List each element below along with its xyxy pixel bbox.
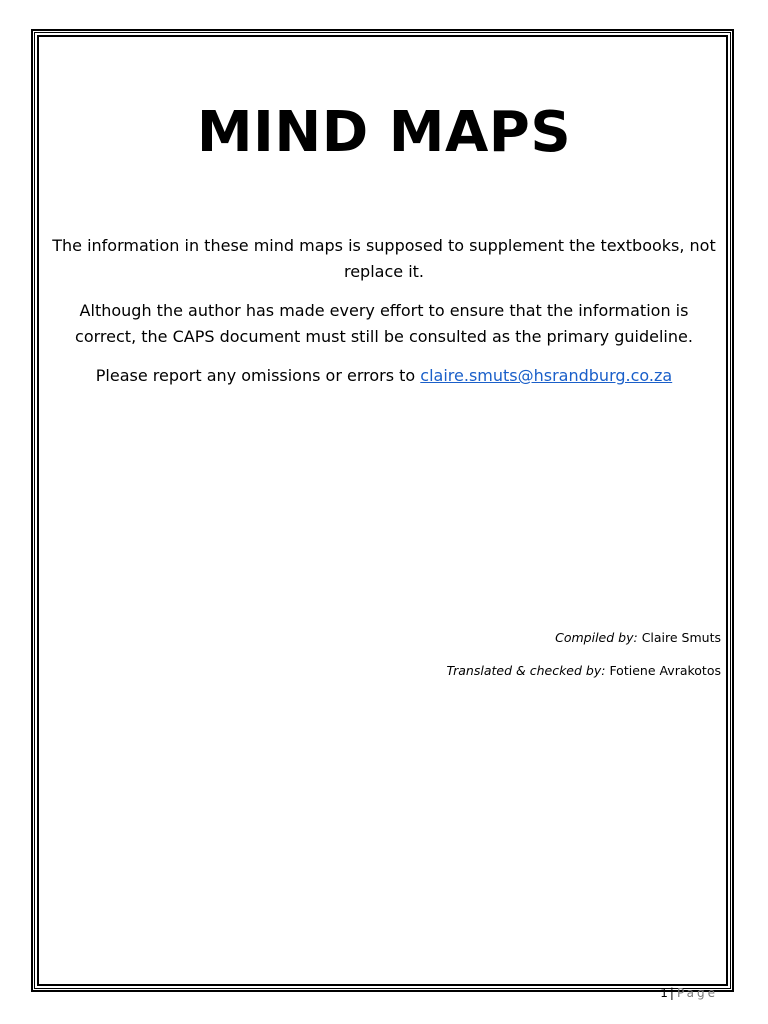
page-border-inner: [37, 35, 728, 986]
page-footer: [660, 986, 718, 1000]
translated-by-credit: [446, 662, 721, 680]
report-errors-paragraph: [52, 363, 716, 389]
report-errors-text: Please report any omissions or errors to: [95, 366, 421, 385]
translated-by-name: Fotiene Avrakotos: [609, 663, 721, 678]
page-word: Page: [676, 986, 718, 1000]
page-title: MIND MAPS: [196, 100, 572, 165]
email-link[interactable]: claire.smuts@hsrandburg.co.za: [420, 366, 673, 385]
compiled-by-label: Compiled by:: [555, 630, 638, 645]
compiled-by-credit: [555, 629, 721, 647]
translated-by-label: Translated & checked by:: [446, 663, 606, 678]
footer-separator: |: [669, 986, 674, 1000]
disclaimer-paragraph: Although the author has made every effort to ensure that the information is correct, the CAPS document must still be consulted as the primary guideline.: [75, 301, 693, 346]
compiled-by-name: Claire Smuts: [641, 630, 721, 645]
intro-paragraph: The information in these mind maps is supposed to supplement the textbooks, not replace it.: [52, 236, 716, 281]
page-number: 1: [660, 986, 668, 1000]
